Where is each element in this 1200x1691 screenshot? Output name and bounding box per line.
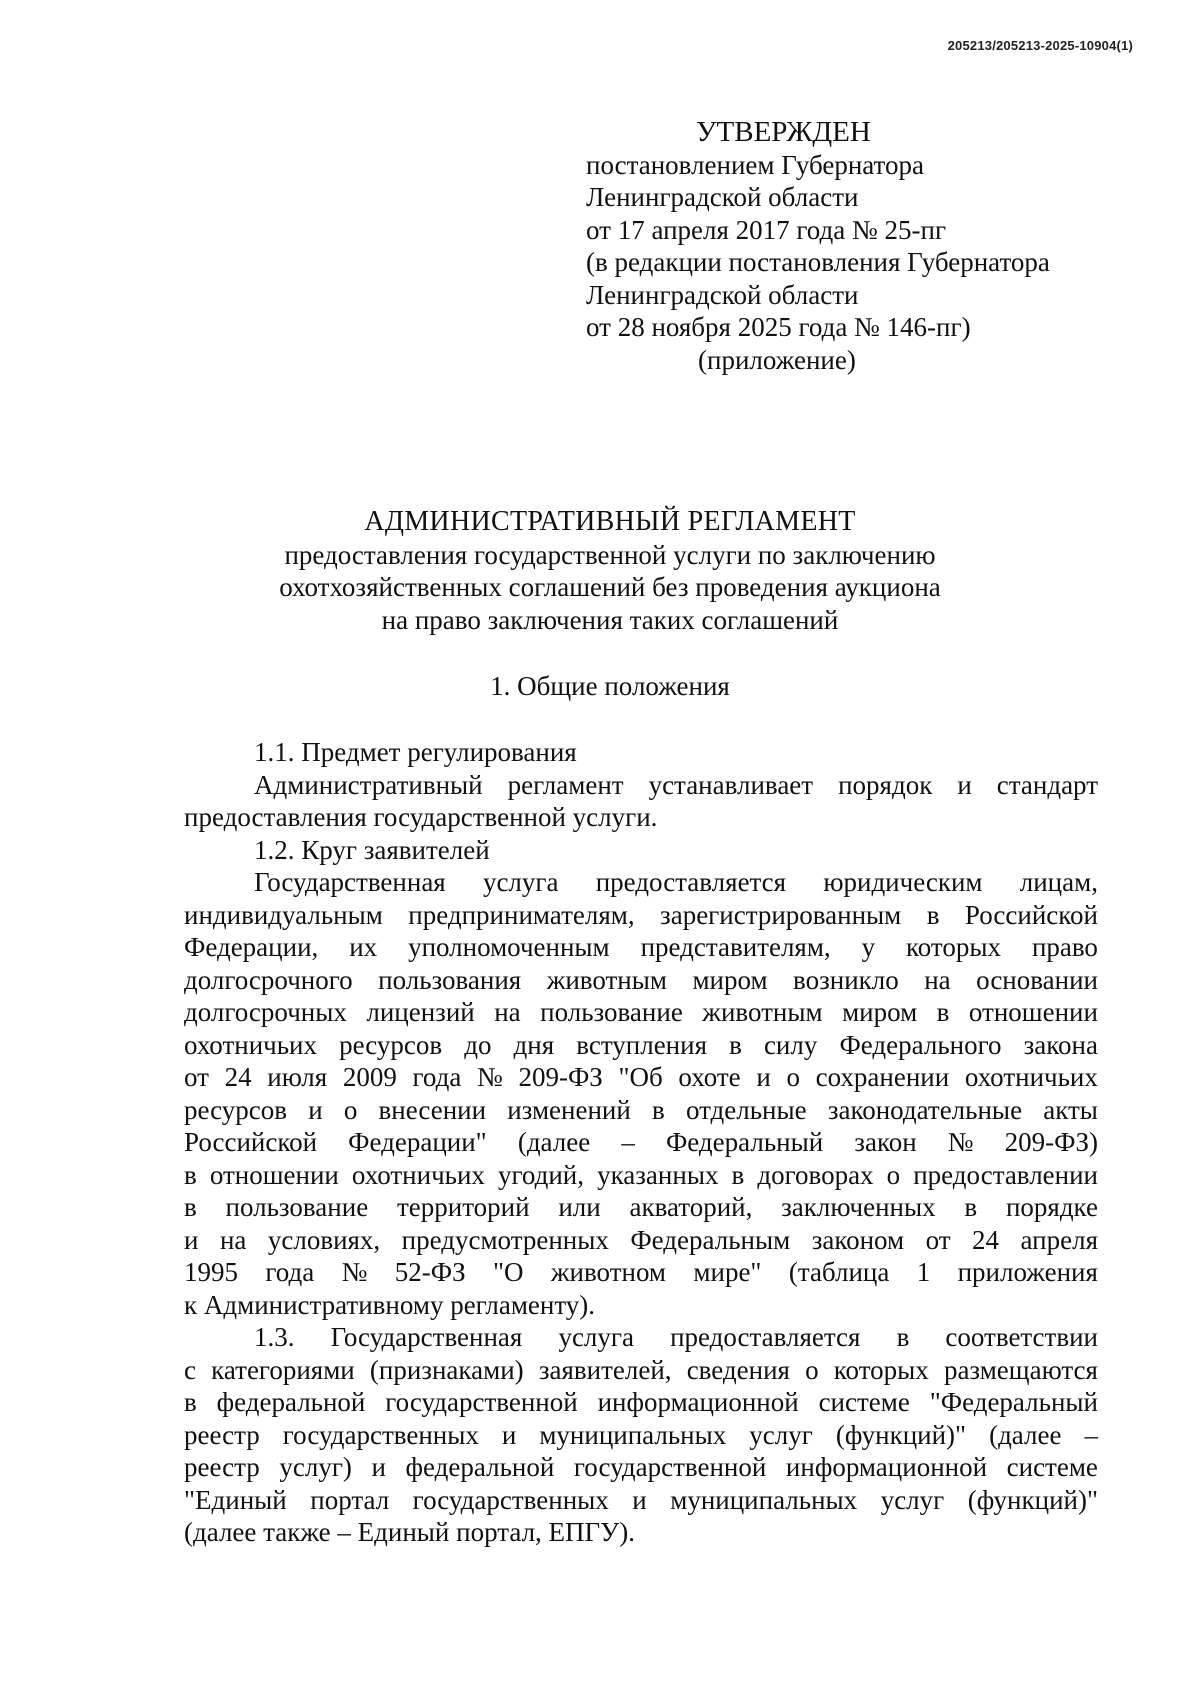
word: предпринимателям,	[408, 899, 635, 930]
text-line	[184, 1386, 1098, 1419]
word: стандарт	[996, 769, 1098, 800]
word: (далее	[517, 1127, 591, 1157]
word: регламент	[507, 769, 624, 800]
word: Российской	[184, 1127, 318, 1157]
word: "Единый	[184, 1484, 287, 1515]
word: в	[652, 1094, 665, 1125]
word: охоте	[678, 1062, 741, 1092]
word: порядок	[838, 769, 933, 800]
document-id: 205213/205213-2025-10904(1)	[947, 38, 1133, 53]
word: 209-ФЗ	[518, 1062, 603, 1092]
word: охотничьих	[184, 1029, 317, 1060]
word: в	[184, 1387, 197, 1417]
word: ресурсов	[184, 1094, 288, 1125]
word: реестр	[184, 1419, 260, 1450]
word: услуга	[558, 1322, 634, 1352]
word: которых	[906, 932, 1002, 962]
word: Российской	[964, 899, 1098, 930]
word: животным	[702, 997, 823, 1027]
word: акты	[1043, 1094, 1098, 1125]
word: государственных	[282, 1419, 479, 1450]
approval-stamp	[586, 116, 1050, 376]
text-line	[184, 866, 1098, 899]
word: лицам,	[1019, 867, 1098, 897]
word: года	[412, 1062, 462, 1092]
text-line: предоставления государственной услуги.	[184, 802, 658, 832]
word: у	[861, 932, 876, 962]
word: животном	[550, 1257, 667, 1287]
word: пользование	[540, 997, 683, 1027]
title-subline: на право заключения таких соглашений	[381, 604, 839, 635]
text-line	[184, 996, 1098, 1029]
word: о	[343, 1094, 358, 1125]
word: муниципальных	[539, 1419, 727, 1450]
word: до	[464, 1029, 492, 1060]
word: мире"	[693, 1257, 762, 1287]
word: и	[308, 1094, 323, 1125]
word: размещаются	[943, 1354, 1098, 1385]
text-line	[184, 1354, 1098, 1387]
word: государственной	[385, 1387, 578, 1417]
word: Федерации,	[184, 932, 319, 962]
word: муниципальных	[670, 1484, 858, 1515]
word: портал	[310, 1484, 390, 1515]
word: о	[786, 1062, 800, 1092]
word: сведения	[686, 1354, 790, 1385]
word: соответствии	[945, 1322, 1098, 1352]
word: животным	[546, 964, 667, 995]
word: июля	[267, 1062, 328, 1092]
text-line	[184, 769, 1098, 802]
word: и	[632, 1484, 647, 1515]
word: силу	[763, 1029, 818, 1060]
word: государственных	[412, 1484, 609, 1515]
word: предусмотренных	[401, 1224, 609, 1255]
word: территорий	[396, 1192, 530, 1222]
word: с	[184, 1354, 196, 1385]
word: миром	[842, 997, 918, 1027]
word: –	[621, 1127, 635, 1157]
word: юридическим	[823, 867, 983, 897]
word: предоставлении	[913, 1159, 1098, 1190]
word: возникло	[793, 964, 899, 995]
word: указанных	[597, 1159, 719, 1190]
text-line	[184, 964, 1098, 997]
word: долгосрочного	[184, 964, 353, 995]
word: предоставляется	[595, 867, 787, 897]
word: от	[925, 1224, 951, 1255]
word: закон	[854, 1127, 917, 1157]
word: 209-ФЗ)	[1004, 1127, 1098, 1157]
word: ресурсов	[339, 1029, 443, 1060]
title-subline: охотхозяйственных соглашений без проведения аукциона	[279, 572, 941, 602]
approval-line: Ленинградской области	[586, 279, 859, 310]
word: (признаками)	[369, 1354, 524, 1385]
word: в	[184, 1159, 197, 1190]
word: закона	[1023, 1029, 1098, 1060]
word: основании	[976, 964, 1098, 995]
word: 1995	[184, 1257, 238, 1287]
word: апреля	[1020, 1224, 1098, 1255]
word: информационной	[785, 1452, 988, 1482]
word: заявителей,	[538, 1354, 672, 1385]
text-line	[184, 1484, 1098, 1517]
word: федеральной	[216, 1387, 366, 1417]
section-heading: 1. Общие положения	[490, 671, 730, 701]
word: лицензий	[366, 997, 475, 1027]
word: на	[219, 1224, 247, 1255]
word: отношении	[968, 997, 1098, 1027]
word: право	[1031, 932, 1098, 962]
word: законом	[811, 1224, 905, 1255]
word: Государственная	[330, 1322, 523, 1352]
text-line	[184, 1321, 1098, 1354]
word: в	[926, 899, 940, 930]
word: которых	[833, 1354, 929, 1385]
text-line: (далее также – Единый портал, ЕПГУ).	[184, 1517, 635, 1547]
word: или	[558, 1192, 601, 1222]
text-line	[184, 1094, 1098, 1127]
word: (далее	[989, 1419, 1062, 1450]
word: и	[501, 1419, 517, 1450]
text-line	[184, 1159, 1098, 1192]
word: услуг)	[279, 1452, 352, 1482]
word: вступления	[576, 1029, 707, 1060]
document-title	[180, 506, 1040, 636]
text-line	[184, 1256, 1098, 1289]
text-line	[184, 1451, 1098, 1484]
word: (таблица	[788, 1257, 890, 1287]
word: в	[964, 1192, 978, 1222]
word: –	[1084, 1419, 1098, 1450]
word: пользование	[225, 1192, 369, 1222]
word: пользования	[378, 964, 522, 995]
word: и	[371, 1452, 386, 1482]
word: №	[341, 1257, 368, 1287]
text-line	[184, 1224, 1098, 1257]
word: в	[936, 997, 950, 1027]
word: 2009	[342, 1062, 397, 1092]
word: предоставляется	[670, 1322, 861, 1352]
word: устанавливает	[648, 769, 814, 800]
word: представителям,	[640, 932, 831, 962]
word: Государственная	[254, 867, 446, 897]
word: года	[265, 1257, 315, 1287]
approval-heading: УТВЕРЖДЕН	[696, 116, 871, 148]
word: системе	[1006, 1452, 1098, 1482]
word: 1	[916, 1257, 931, 1287]
word: охотничьих	[351, 1159, 485, 1190]
word: порядке	[1005, 1192, 1098, 1222]
word: законодательные	[827, 1094, 1023, 1125]
word: Федеральный	[665, 1127, 824, 1157]
word: о	[886, 1159, 901, 1190]
word: услуг	[880, 1484, 945, 1515]
word: (функций)"	[835, 1419, 967, 1450]
word: 24	[972, 1224, 1000, 1255]
title-main: АДМИНИСТРАТИВНЫЙ РЕГЛАМЕНТ	[364, 506, 856, 537]
word: услуга	[482, 867, 559, 897]
word: их	[349, 932, 378, 962]
word: уполномоченным	[408, 932, 610, 962]
text-line	[184, 1419, 1098, 1452]
word: федеральной	[405, 1452, 555, 1482]
approval-line: (в редакции постановления Губернатора	[586, 247, 1050, 277]
approval-appendix: (приложение)	[698, 344, 856, 375]
word: условиях,	[267, 1224, 381, 1255]
word: Федеральным	[630, 1224, 791, 1255]
approval-line: постановлением Губернатора	[586, 149, 924, 180]
word: и	[957, 769, 972, 800]
approval-line: от 28 ноября 2025 года № 146-пг)	[586, 312, 971, 342]
word: от	[184, 1062, 209, 1092]
word: №	[947, 1127, 974, 1157]
word: зарегистрированным	[660, 899, 902, 930]
word: на	[494, 997, 521, 1027]
word: №	[477, 1062, 503, 1092]
word: приложения	[957, 1257, 1098, 1287]
approval-line: Ленинградской области	[586, 182, 859, 212]
title-subline: предоставления государственной услуги по заключению	[284, 539, 936, 570]
word: реестр	[184, 1452, 260, 1482]
word: "Об	[618, 1062, 663, 1092]
word: Административный	[254, 769, 483, 800]
word: (функций)"	[967, 1484, 1098, 1515]
word: в	[729, 1029, 742, 1060]
word: категориями	[211, 1354, 355, 1385]
word: государственной	[573, 1452, 767, 1482]
word: акваторий,	[629, 1192, 753, 1222]
approval-line: от 17 апреля 2017 года № 25-пг	[586, 214, 947, 245]
word: 24	[224, 1062, 252, 1092]
word: 52-ФЗ	[394, 1257, 466, 1287]
text-line	[184, 1191, 1098, 1224]
document-body	[184, 736, 1098, 1549]
word: "О	[492, 1257, 524, 1287]
word: угодий,	[497, 1159, 584, 1190]
paragraph-heading: 1.2. Круг заявителей	[254, 834, 490, 865]
word: услуг	[749, 1419, 813, 1450]
word: сохранении	[815, 1062, 950, 1092]
text-line	[184, 1061, 1098, 1094]
word: на	[924, 964, 951, 995]
word: и	[184, 1224, 199, 1255]
word: 1.3.	[254, 1322, 295, 1352]
word: и	[756, 1062, 771, 1092]
paragraph-heading: 1.1. Предмет регулирования	[254, 737, 577, 767]
text-line	[184, 1126, 1098, 1159]
word: о	[805, 1354, 819, 1385]
word: изменений	[507, 1094, 631, 1125]
text-line	[184, 899, 1098, 932]
word: договорах	[757, 1159, 874, 1190]
word: долгосрочных	[184, 997, 347, 1027]
word: дня	[513, 1029, 555, 1060]
word: охотничьих	[964, 1062, 1098, 1092]
word: "Федеральный	[929, 1387, 1098, 1417]
text-line	[184, 1029, 1098, 1062]
word: миром	[692, 964, 768, 995]
word: в	[184, 1192, 197, 1222]
word: отношении	[209, 1159, 339, 1190]
word: информационной	[597, 1387, 799, 1417]
word: Федерального	[839, 1029, 1002, 1060]
word: внесении	[378, 1094, 487, 1125]
word: системе	[818, 1387, 910, 1417]
word: в	[896, 1322, 910, 1352]
word: индивидуальным	[184, 899, 383, 930]
text-line	[184, 931, 1098, 964]
word: в	[731, 1159, 745, 1190]
word: отдельные	[685, 1094, 807, 1125]
text-line: к Административному регламенту).	[184, 1289, 596, 1320]
word: Федерации"	[348, 1127, 487, 1157]
word: заключенных	[781, 1192, 936, 1222]
